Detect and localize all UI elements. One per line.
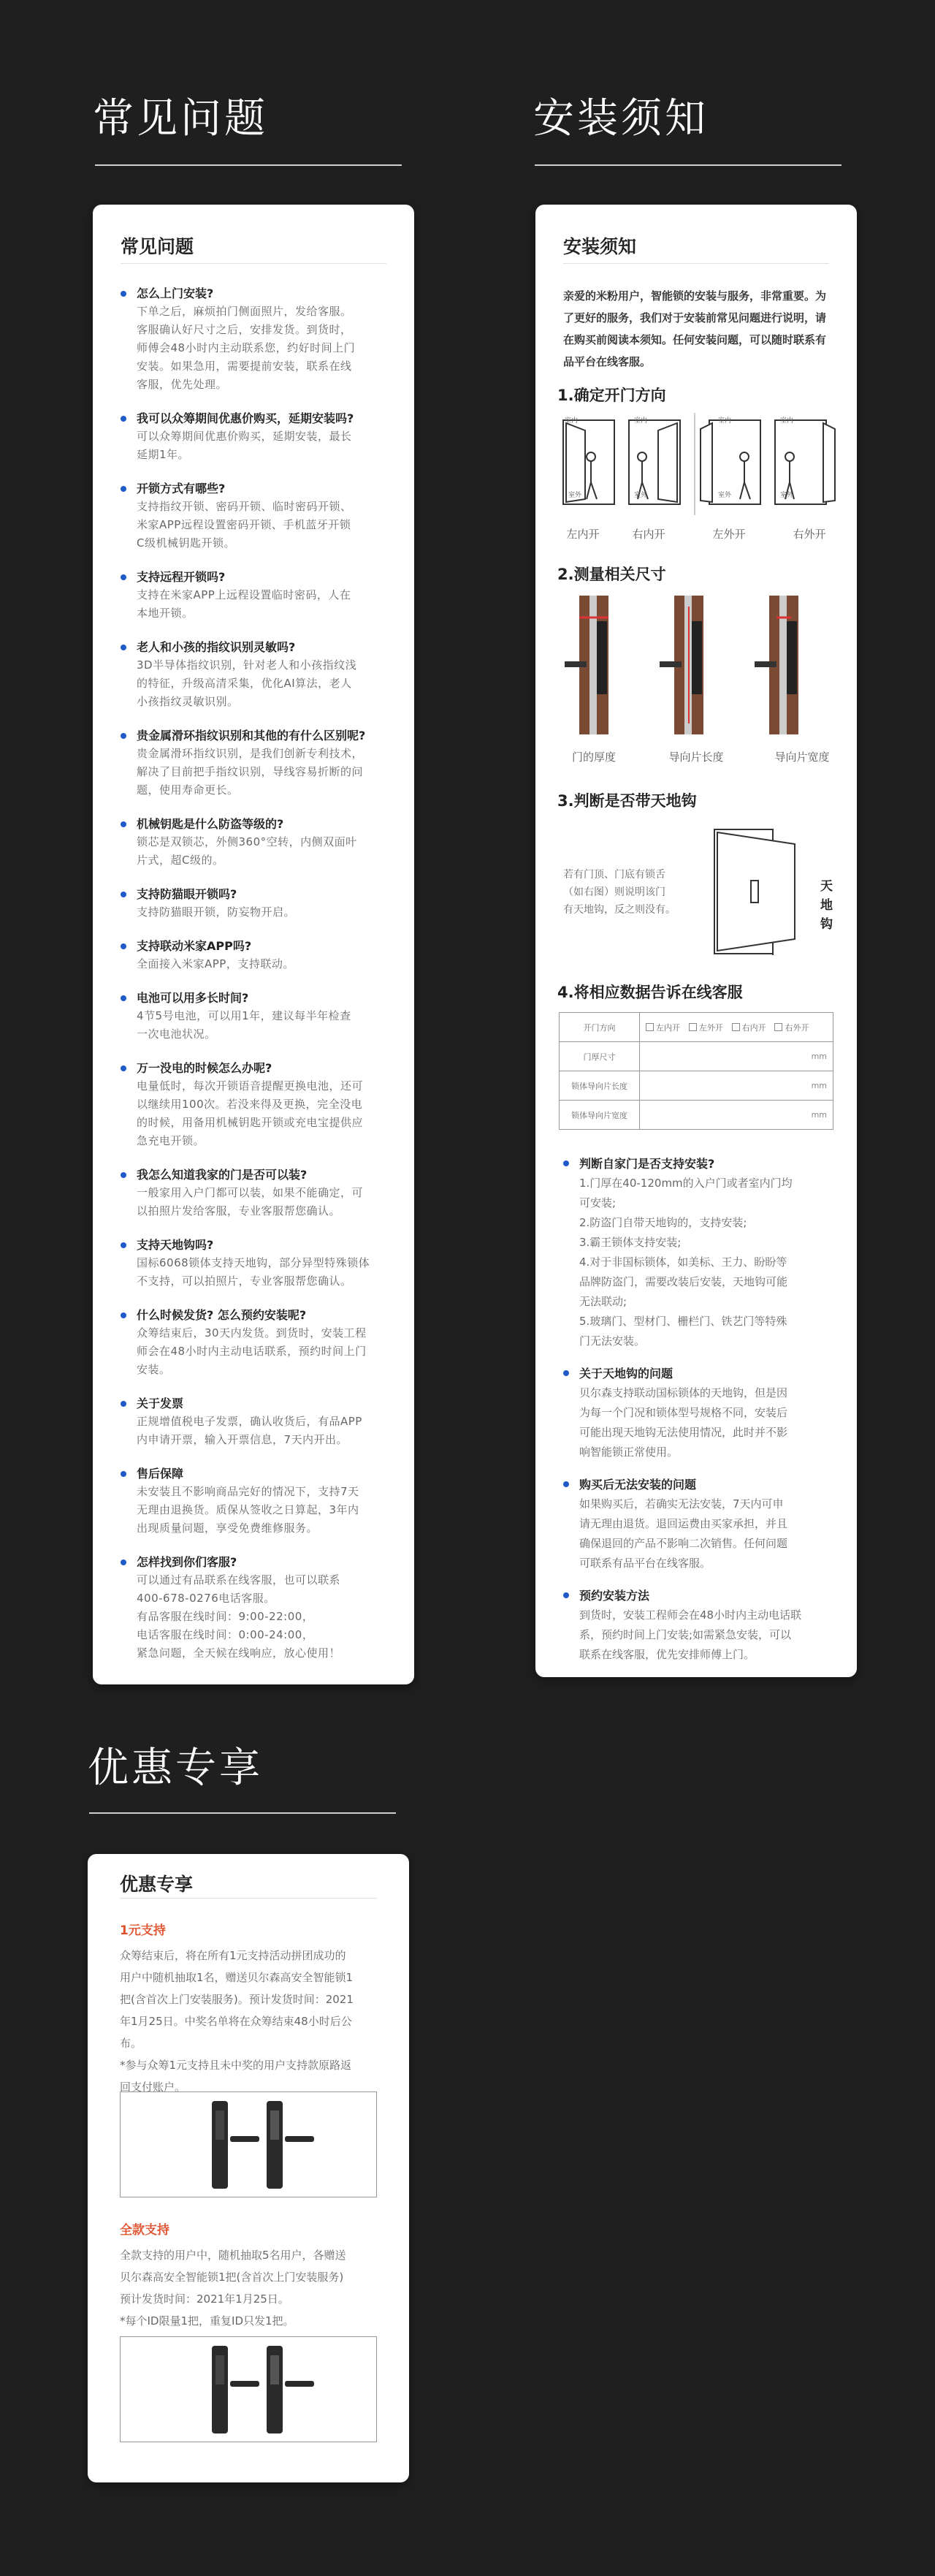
hook-side-label: 天 地 钩	[820, 879, 833, 932]
faq-item	[121, 727, 386, 799]
faq-answer: 锁芯是双锁芯，外侧360°空转，内侧双面叶 片式，超C级的。	[137, 835, 357, 867]
install-note-text: 如果购买后，若确实无法安装，7天内可申 请无理由退货。退回运费由买家承担，并且 确保退回的产品不影响二次销售。任何问题 可联系有品平台在线客服。	[579, 1497, 788, 1570]
faq-question: 万一没电的时候怎么办呢?	[137, 1061, 272, 1075]
table-row	[560, 1101, 833, 1130]
unit-mm: mm	[811, 1081, 827, 1090]
faq-heading: 常见问题	[93, 95, 268, 143]
full-payment-title: 全款支持	[120, 2223, 169, 2238]
install-heading: 安装须知	[533, 95, 709, 143]
hook-diagram	[707, 822, 817, 961]
faq-answer: 4节5号电池，可以用1年，建议每半年检查 一次电池状况。	[137, 1009, 351, 1041]
guide-width-field[interactable]	[640, 1101, 833, 1130]
table-label-direction: 开门方向	[560, 1013, 640, 1042]
step4-title: 4.将相应数据告诉在线客服	[557, 984, 743, 1001]
install-note-text: 贝尔森支持联动国标锁体的天地钩，但是因 为每一个门况和锁体型号规格不同，安装后 可能出现天地钩无法使用情况，此时并不影 响智能锁正常使用。	[579, 1386, 788, 1459]
info-table	[559, 1012, 833, 1130]
faq-question: 支持联动米家APP吗?	[137, 939, 252, 953]
label-left-inner: 左内开	[566, 528, 600, 541]
label-right-outer: 右外开	[793, 528, 826, 541]
install-note	[563, 1475, 829, 1573]
promo-card-divider	[120, 1898, 377, 1899]
faq-question: 支持防猫眼开锁吗?	[137, 887, 237, 901]
thickness-field[interactable]	[640, 1042, 833, 1071]
faq-item	[121, 410, 386, 464]
table-row	[560, 1013, 833, 1042]
faq-question: 开锁方式有哪些?	[137, 482, 226, 495]
faq-answer: 下单之后，麻烦拍门侧面照片，发给客服。 客服确认好尺寸之后，安排发货。到货时， 师傅会48小时内主动联系您，约好时间上门 安装。如果急用，需要提前安装，联系在线 客服，优先处理。	[137, 305, 356, 391]
faq-list	[121, 285, 386, 1679]
faq-item	[121, 1554, 386, 1663]
faq-answer: 电量低时，每次开锁语音提醒更换电池，还可 以继续用100次。若没来得及更换，完全没电 的时候，用备用机械钥匙开锁或充电宝提供应 急充电开锁。	[137, 1079, 364, 1147]
faq-card	[93, 205, 414, 1684]
table-row	[560, 1071, 833, 1101]
unit-mm: mm	[811, 1110, 827, 1120]
label-door-thickness: 门的厚度	[571, 751, 616, 764]
unit-mm: mm	[811, 1052, 827, 1061]
guide-length-field[interactable]	[640, 1071, 833, 1101]
faq-answer: 国标6068锁体支持天地钩，部分异型特殊锁体 不支持，可以拍照片，专业客服帮您确认。	[137, 1256, 370, 1288]
faq-item	[121, 1236, 386, 1291]
table-label-thickness: 门厚尺寸	[560, 1042, 640, 1071]
tag-outside-1: 室外	[568, 492, 582, 499]
tag-inside-2: 室内	[634, 417, 648, 425]
faq-question: 怎样找到你们客服?	[137, 1555, 237, 1569]
smart-lock-image	[121, 2092, 376, 2197]
checkbox-right-inner[interactable]: 右内开	[732, 1022, 766, 1033]
tag-inside-1: 室内	[565, 417, 579, 425]
faq-question: 老人和小孩的指纹识别灵敏吗?	[137, 640, 296, 654]
table-label-guide-length: 锁体导向片长度	[560, 1071, 640, 1101]
promo-card	[88, 1854, 409, 2482]
faq-item	[121, 886, 386, 922]
install-card-divider	[563, 263, 829, 264]
faq-item	[121, 1060, 386, 1150]
install-card	[535, 205, 857, 1677]
install-note-title: 关于天地钩的问题	[579, 1367, 673, 1380]
faq-question: 支持天地钩吗?	[137, 1238, 214, 1252]
install-notes	[563, 1155, 829, 1678]
install-note-title: 预约安装方法	[579, 1589, 650, 1603]
faq-question: 售后保障	[137, 1467, 184, 1481]
checkbox-right-outer[interactable]: 右外开	[774, 1022, 809, 1033]
step3-text: 若有门顶、门底有锁舌 （如右图）则说明该门 有天地钩，反之则没有。	[563, 869, 676, 916]
faq-question: 机械钥匙是什么防盗等级的?	[137, 817, 284, 831]
faq-answer: 3D半导体指纹识别，针对老人和小孩指纹浅 的特征，升级高清采集，优化AI算法，老人 小孩指纹灵敏识别。	[137, 658, 357, 708]
label-right-inner: 右内开	[632, 528, 665, 541]
faq-answer: 正规增值税电子发票，确认收货后，有品APP 内申请开票，输入开票信息，7天内开出。	[137, 1415, 362, 1446]
faq-card-divider	[121, 263, 386, 264]
faq-answer: 未安装且不影响商品完好的情况下，支持7天 无理由退换货。质保从签收之日算起，3年内 出现质量问题，享受免费维修服务。	[137, 1485, 359, 1535]
faq-question: 我怎么知道我家的门是否可以装?	[137, 1168, 308, 1182]
install-card-title: 安装须知	[563, 236, 637, 257]
promo-heading-underline	[89, 1812, 396, 1814]
tag-outside-2: 室外	[634, 492, 648, 499]
table-row	[560, 1042, 833, 1071]
install-note	[563, 1364, 829, 1462]
install-note	[563, 1155, 829, 1351]
faq-item	[121, 285, 386, 394]
step3-title: 3.判断是否带天地钩	[557, 792, 697, 810]
faq-question: 关于发票	[137, 1397, 184, 1410]
faq-item	[121, 816, 386, 870]
tag-inside-4: 室内	[780, 417, 794, 425]
install-note	[563, 1587, 829, 1665]
full-payment-text: 全款支持的用户中，随机抽取5名用户，各赠送 贝尔森高安全智能锁1把(含首次上门安装服务) 预计发货时间：2021年1月25日。 *每个ID限量1把，重复ID只发1把。	[120, 2249, 346, 2328]
faq-answer: 支持防猫眼开锁，防妄物开启。	[137, 905, 296, 919]
one-yuan-title: 1元支持	[120, 1923, 166, 1938]
product-image-box-2	[120, 2336, 377, 2442]
faq-answer: 全面接入米家APP，支持联动。	[137, 957, 294, 970]
faq-item	[121, 938, 386, 973]
label-left-outer: 左外开	[712, 528, 746, 541]
measure-diagram	[557, 592, 835, 738]
table-label-guide-width: 锁体导向片宽度	[560, 1101, 640, 1130]
faq-answer: 贵金属滑环指纹识别，是我们创新专利技术， 解决了目前把手指纹识别，导线容易折断的问 题，使用寿命更长。	[137, 747, 364, 797]
install-note-text: 到货时，安装工程师会在48小时内主动电话联 系，预约时间上门安装;如需紧急安装，可以 联系在线客服，优先安排师傅上门。	[579, 1608, 802, 1661]
one-yuan-text: 众筹结束后，将在所有1元支持活动拼团成功的 用户中随机抽取1名，赠送贝尔森高安全智能锁1 把(含首次上门安装服务)。预计发货时间：2021 年1月25日。中奖名单将在众筹结束48小时后公 布。 *参与众筹1元支持且未中奖的用户支持款原路返 回支付账户。	[120, 1949, 354, 2094]
faq-question: 怎么上门安装?	[137, 286, 214, 300]
faq-item	[121, 1465, 386, 1538]
faq-answer: 一般家用入户门都可以装，如果不能确定，可 以拍照片发给客服，专业客服帮您确认。	[137, 1186, 364, 1217]
product-image-box-1	[120, 2091, 377, 2197]
faq-answer: 众筹结束后，30天内发货。到货时，安装工程 师会在48小时内主动电话联系，预约时间上门 安装。	[137, 1326, 367, 1376]
faq-question: 贵金属滑环指纹识别和其他的有什么区别呢?	[137, 729, 366, 742]
step2-title: 2.测量相关尺寸	[557, 566, 666, 583]
faq-item	[121, 569, 386, 623]
promo-heading: 优惠专享	[88, 1744, 263, 1792]
install-note-title: 购买后无法安装的问题	[579, 1478, 697, 1492]
faq-item	[121, 1307, 386, 1379]
promo-card-title: 优惠专享	[120, 1874, 194, 1895]
faq-question: 什么时候发货? 怎么预约安装呢?	[137, 1308, 307, 1322]
faq-item	[121, 1395, 386, 1449]
checkbox-left-outer[interactable]: 左外开	[689, 1022, 723, 1033]
faq-item	[121, 989, 386, 1044]
faq-question: 支持远程开锁吗?	[137, 570, 226, 584]
faq-answer: 支持指纹开锁、密码开锁、临时密码开锁、 米家APP远程设置密码开锁、手机蓝牙开锁 C级机械钥匙开锁。	[137, 500, 352, 550]
checkbox-left-inner[interactable]: 左内开	[646, 1022, 680, 1033]
faq-answer: 可以通过有品联系在线客服，也可以联系 400-678-0276电话客服。 有品客服在线时间：9:00-22:00， 电话客服在线时间：0:00-24:00， 紧急问题，全天候在线响应，放心使用！	[137, 1573, 341, 1660]
faq-heading-underline	[95, 164, 402, 166]
faq-item	[121, 480, 386, 552]
faq-card-title: 常见问题	[121, 236, 194, 257]
faq-answer: 可以众筹期间优惠价购买，延期安装，最长 延期1年。	[137, 430, 352, 461]
install-note-title: 判断自家门是否支持安装?	[579, 1157, 715, 1171]
tag-outside-4: 室外	[780, 492, 794, 499]
faq-answer: 支持在米家APP上远程设置临时密码，人在 本地开锁。	[137, 588, 351, 620]
label-guide-length: 导向片长度	[668, 751, 724, 764]
tag-inside-3: 室内	[718, 417, 732, 425]
install-note-text: 1.门厚在40-120mm的入户门或者室内门均 可安装; 2.防盗门自带天地钩的，支持安装; 3.霸王锁体支持安装; 4.对于非国标锁体，如美标、王力、盼盼等 品牌防盗门，需要改装后安装，天地钩可能 无法联动; 5.玻璃门、型材门、栅栏门、铁艺门等特殊 门无法安装。	[579, 1177, 793, 1348]
install-intro: 亲爱的米粉用户，智能锁的安装与服务，非常重要。为了更好的服务，我们对于安装前常见问题进行说明，请在购买前阅读本须知。任何安装问题，可以随时联系有品平台在线客服。	[563, 289, 827, 368]
door-direction-diagram	[556, 413, 841, 523]
label-guide-width: 导向片宽度	[774, 751, 830, 764]
step1-title: 1.确定开门方向	[557, 387, 666, 404]
faq-question: 我可以众筹期间优惠价购买，延期安装吗?	[137, 411, 354, 425]
faq-item	[121, 639, 386, 711]
tag-outside-3: 室外	[718, 492, 732, 499]
faq-item	[121, 1166, 386, 1220]
install-heading-underline	[535, 164, 842, 166]
faq-question: 电池可以用多长时间?	[137, 991, 249, 1005]
smart-lock-image	[121, 2337, 376, 2442]
